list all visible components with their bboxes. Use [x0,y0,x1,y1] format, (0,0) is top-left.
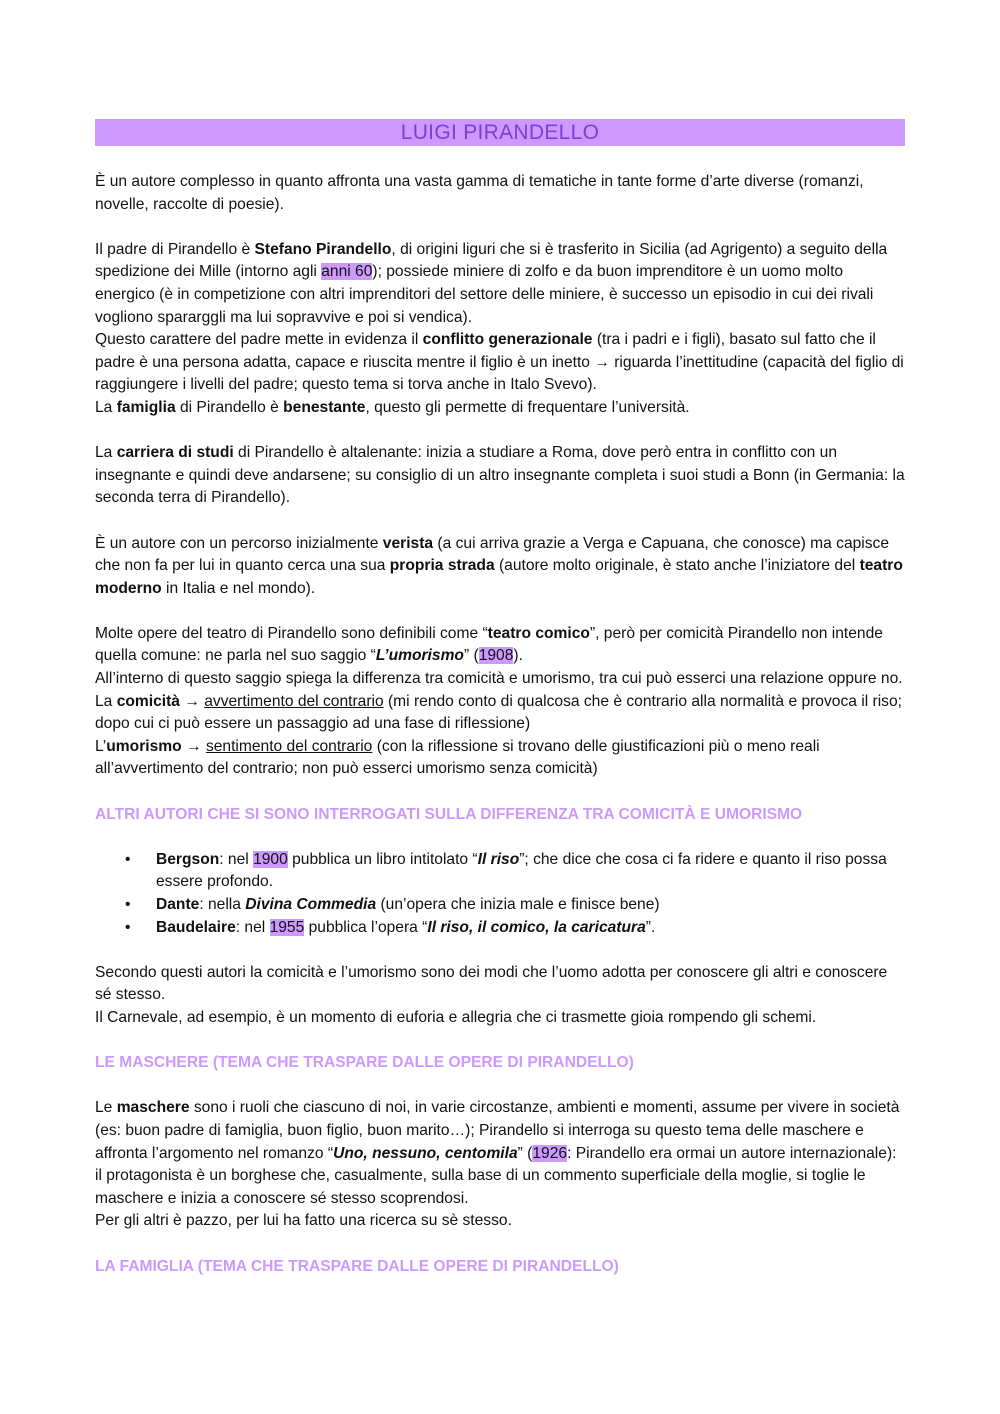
highlight-1926: 1926 [532,1144,568,1162]
document-title: LUIGI PIRANDELLO [95,119,905,146]
maschere-paragraph: Le maschere sono i ruoli che ciascuno di noi, in varie circostanze, ambienti e momenti, assume per vivere in società (es: buon padre di famiglia, buon figlio, buon marito…); Pirandello si interroga su questo tema delle maschere e affronta l’argomento nel romanzo “Uno, nessuno, centomila” (1926: Pirandello era ormai un autore internazionale): il protagonista è un borghese che, casualmente, sulla base di un commento superficiale della moglie, si toglie le maschere e inizia a conoscere sé stesso scoprendosi. [95,1099,900,1207]
family-paragraph: La famiglia di Pirandello è benestante, questo gli permette di frequentare l’università. [95,398,690,416]
bullet-icon: • [125,918,131,936]
conflict-paragraph: Questo carattere del padre mette in evidenza il conflitto generazionale (tra i padri e i figli), basato sul fatto che il padre è una persona adatta, capace e riuscita mentre il figlio è un inetto → riguarda l’inettitudine (capacità del figlio di raggiungere i livelli del padre; questo tema si torva anche in Italo Svevo). [95,331,904,394]
highlight-1955: 1955 [269,918,305,936]
carnevale-paragraph: Il Carnevale, ad esempio, è un momento di euforia e allegria che ci trasmette gioia rompendo gli schemi. [95,1008,817,1026]
modi-paragraph: Secondo questi autori la comicità e l’umorismo sono dei modi che l’uomo adotta per conoscere gli altri e conoscere sé stesso. [95,963,888,1004]
umorismo-paragraph: L’umorismo → sentimento del contrario (con la riflessione si trovano delle giustificazioni più o meno reali all’avvertimento del contrario; non può esserci umorismo senza comicità) [95,737,820,778]
section-heading-maschere: LE MASCHERE (TEMA CHE TRASPARE DALLE OPERE DI PIRANDELLO) [95,1054,634,1072]
studies-paragraph: La carriera di studi di Pirandello è altalenante: inizia a studiare a Roma, dove però entra in conflitto con un insegnante e quindi deve andarsene; su consiglio di un altro insegnante completa i suoi studi a Bonn (in Germania: la seconda terra di Pirandello). [95,444,905,507]
father-paragraph: Il padre di Pirandello è Stefano Pirandello, di origini liguri che si è trasferito in Sicilia (ad Agrigento) a seguito della spedizione dei Mille (intorno agli anni 60); possiede miniere di zolfo e da buon imprenditore è un uomo molto energico (è in competizione con altri imprenditori del settore delle miniere, è successo un episodio in cui dei rivali vogliono spararggli ma lui sopravvive e poi si vendica). [95,240,888,326]
highlight-1908: 1908 [478,647,514,665]
pazzo-paragraph: Per gli altri è pazzo, per lui ha fatto una ricerca su sè stesso. [95,1212,512,1230]
list-item-bergson: • Bergson: nel 1900 pubblica un libro intitolato “Il riso”; che dice che cosa ci fa ridere e quanto il riso possa essere profondo. [125,850,887,891]
teatro-comico-paragraph: Molte opere del teatro di Pirandello sono definibili come “teatro comico”, però per comicità Pirandello non intende quella comune: ne parla nel suo saggio “L’umorismo” (1908). [95,624,883,665]
document-body [95,119,905,1278]
authors-list [95,849,905,939]
bullet-icon: • [125,850,131,868]
comicita-paragraph: La comicità → avvertimento del contrario (mi rendo conto di qualcosa che è contrario alla normalità e provoca il riso; dopo cui ci può essere un passaggio ad una fase di riflessione) [95,692,902,733]
intro-paragraph: È un autore complesso in quanto affronta una vasta gamma di tematiche in tante forme d’arte diverse (romanzi, novelle, raccolte di poesie). [95,173,864,213]
bullet-icon: • [125,896,131,913]
section-heading-altri-autori: ALTRI AUTORI CHE SI SONO INTERROGATI SULLA DIFFERENZA TRA COMICITÀ E UMORISMO [95,805,803,823]
section-heading-famiglia: LA FAMIGLIA (TEMA CHE TRASPARE DALLE OPERE DI PIRANDELLO) [95,1257,619,1275]
saggio-paragraph: All’interno di questo saggio spiega la differenza tra comicità e umorismo, tra cui può esserci una relazione oppure no. [95,670,903,688]
highlight-anni-60: anni 60 [321,263,373,281]
highlight-1900: 1900 [253,850,288,868]
list-item-dante: • Dante: nella Divina Commedia (un’opera che inizia male e finisce bene) [95,894,905,917]
list-item-baudelaire: • Baudelaire: nel 1955 pubblica l’opera “Il riso, il comico, la caricatura”. [95,917,905,940]
verismo-paragraph: È un autore con un percorso inizialmente verista (a cui arriva grazie a Verga e Capuana, che conosce) ma capisce che non fa per lui in quanto cerca una sua propria strada (autore molto originale, è stato anche l’iniziatore del teatro moderno in Italia e nel mondo). [95,534,903,597]
